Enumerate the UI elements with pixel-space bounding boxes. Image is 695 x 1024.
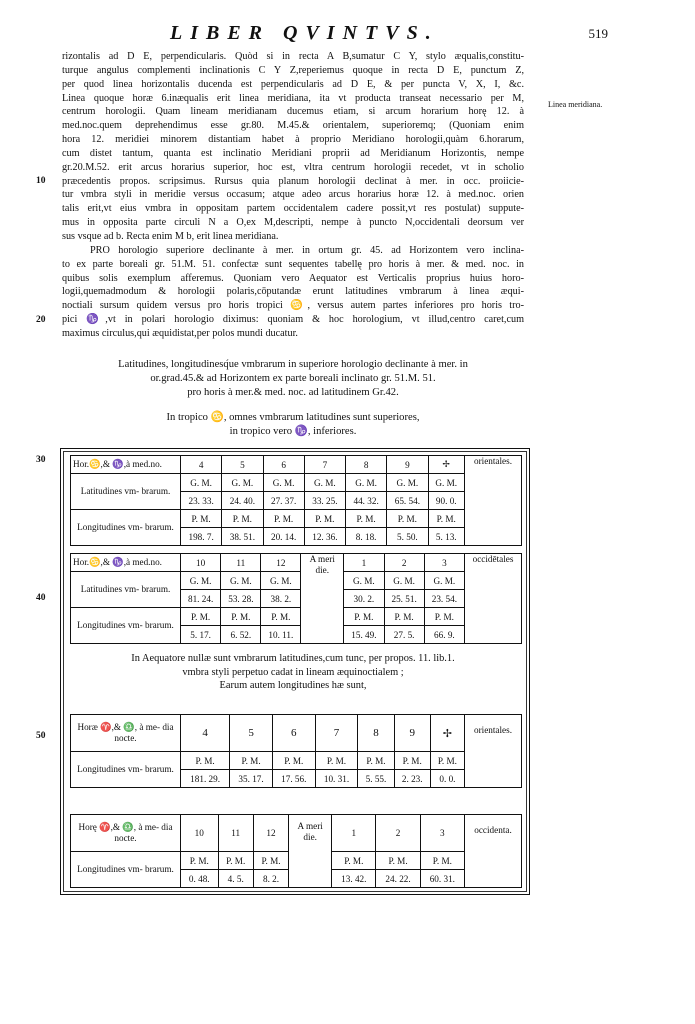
text-line: logii,quemadmodum & horologii polaris,cōputandæ erunt latitudines vmbrarum à linea æqui- (62, 286, 524, 298)
table3-lon-unit: P. M. (358, 752, 394, 770)
table1-hour: 9 (387, 456, 428, 474)
table2-lon-unit: P. M. (384, 608, 424, 626)
page-number: 519 (588, 26, 608, 41)
table1-hour: 4 (181, 456, 222, 474)
table2-lon-value: 10. 11. (261, 626, 301, 644)
table1-lon-unit: P. M. (263, 510, 304, 528)
table2-hour: 12 (261, 554, 301, 572)
table2-lat-label: Latitudines vm- brarum. (71, 572, 181, 608)
table2-lon-value: 5. 17. (181, 626, 221, 644)
tropic-line: In tropico ♋, omnes vmbrarum latitudines sunt superiores, (166, 412, 420, 423)
table1-lon-unit: P. M. (181, 510, 222, 528)
table3-lon-unit: P. M. (272, 752, 315, 770)
table2-noon: A meri die. (301, 554, 344, 644)
table-tropic-morning (70, 455, 522, 546)
table3-lon-unit: P. M. (181, 752, 230, 770)
table3-lon-value: 10. 31. (315, 770, 358, 788)
table-aequator-morning (70, 714, 522, 788)
table1-lon-value: 12. 36. (304, 528, 345, 546)
text-line: sus vsque ad b. Recta enim M b, erit linea meridiana. (62, 230, 279, 242)
table2-lat-unit: G. M. (261, 572, 301, 590)
table2-lat-unit: G. M. (344, 572, 384, 590)
table2-lon-unit: P. M. (221, 608, 261, 626)
table2-lon-unit: P. M. (424, 608, 464, 626)
table2-lon-value: 6. 52. (221, 626, 261, 644)
table-tropic-afternoon (70, 553, 522, 644)
text-line: maximus circulus,qui æquidistat,per polos mundi ducatur. (62, 327, 298, 339)
text-line: quibus solis exemplum afferemus. Quoniam vero Aequator est Verticalis proprius huius horo- (62, 272, 524, 284)
table3-lon-value: 0. 0. (430, 770, 464, 788)
table1-lon-unit: P. M. (304, 510, 345, 528)
table-aequator-afternoon (70, 814, 522, 888)
table4-lon-value: 0. 48. (181, 870, 219, 888)
tropic-line: in tropico vero ♑, inferiores. (229, 426, 357, 437)
table2-lon-label: Longitudines vm- brarum. (71, 608, 181, 644)
table1-lat-value: 23. 33. (181, 492, 222, 510)
table2-hour: 10 (181, 554, 221, 572)
table1-lon-value: 5. 13. (428, 528, 465, 546)
line-number-50: 50 (36, 731, 46, 741)
table4-lon-unit: P. M. (253, 852, 288, 870)
table1-lon-value: 5. 50. (387, 528, 428, 546)
text-line: PRO horologio superiore declinante à mer. in ortum gr. 45. ad Horizontem vero inclina- (90, 244, 524, 256)
text-line: præcedentis propos. scripsimus. Rursus quia planum horologii declinat à mer. in occ. proiicie- (62, 175, 524, 187)
table3-lon-unit: P. M. (430, 752, 464, 770)
table3-lon-value: 5. 55. (358, 770, 394, 788)
table2-lat-unit: G. M. (221, 572, 261, 590)
table3-hour: ✢ (430, 715, 464, 752)
table2-lat-value: 81. 24. (181, 590, 221, 608)
table4-lon-unit: P. M. (181, 852, 219, 870)
table2-lon-unit: P. M. (261, 608, 301, 626)
line-number-20: 20 (36, 315, 46, 325)
table2-head: Hor.♋,& ♑,à med.no. (71, 554, 181, 572)
caption-line: pro horis à mer.& med. noc. ad latitudinem Gr.42. (187, 387, 399, 398)
text-line: hora 12. meridiei minorem distantiam habet à proprio Meridiano horologii,quàm 6.horarum, (62, 134, 524, 146)
table1-lon-label: Longitudines vm- brarum. (71, 510, 181, 546)
table2-lat-unit: G. M. (384, 572, 424, 590)
table1-lat-unit: G. M. (263, 474, 304, 492)
aequator-line: In Aequatore nullæ sunt vmbrarum latitudines,cum tunc, per propos. 11. lib.1. (131, 653, 455, 664)
table4-noon: A meri die. (289, 815, 332, 888)
table1-lat-value: 33. 25. (304, 492, 345, 510)
table2-lon-value: 27. 5. (384, 626, 424, 644)
table4-lon-value: 60. 31. (420, 870, 464, 888)
table3-hour: 5 (230, 715, 273, 752)
book-title: LIBER QVINTVS. (170, 22, 439, 44)
main-paragraph (62, 50, 524, 341)
table3-lon-value: 35. 17. (230, 770, 273, 788)
table3-lon-unit: P. M. (394, 752, 430, 770)
table1-lon-unit: P. M. (387, 510, 428, 528)
table2-lat-value: 30. 2. (344, 590, 384, 608)
table4-lon-unit: P. M. (218, 852, 253, 870)
aequator-line: vmbra styli perpetuo cadat in lineam æquinoctialem ; (182, 666, 404, 678)
table3-hour: 9 (394, 715, 430, 752)
table4-lon-value: 13. 42. (332, 870, 376, 888)
text-line: talis erit,vt eius vmbra in oppositam partem occidentalem cadere possit,vt res postulat) suppute- (62, 203, 524, 215)
aequator-line: Earum autem longitudines hæ sunt, (219, 680, 367, 691)
table3-lon-value: 2. 23. (394, 770, 430, 788)
text-line: centrum horologii. Quam lineam meridianam ducemus etiam, si arcum horarium horę 12. à (62, 106, 524, 118)
table1-hour: 8 (346, 456, 387, 474)
table1-lon-value: 8. 18. (346, 528, 387, 546)
table3-lon-label: Longitudines vm- brarum. (71, 752, 181, 788)
table-caption (62, 358, 524, 400)
table1-lat-value: 90. 0. (428, 492, 465, 510)
table4-hour: 3 (420, 815, 464, 852)
table1-lat-unit: G. M. (304, 474, 345, 492)
text-line: rizontalis ad D E, perpendicularis. Quòd si in recta A B,sumatur C Y, stylo æqualis,constitu- (62, 51, 524, 62)
table1-lat-unit: G. M. (181, 474, 222, 492)
table4-lon-unit: P. M. (332, 852, 376, 870)
table4-hour: 10 (181, 815, 219, 852)
table4-lon-unit: P. M. (376, 852, 420, 870)
caption-line: or.grad.45.& ad Horizontem ex parte boreali inclinato gr. 51.M. 51. (150, 373, 436, 384)
table1-hour: 6 (263, 456, 304, 474)
text-line: tur vmbra styli in meridie versus occasum; atque adeo arcus horarius horæ 12. à med.noc. orien (62, 189, 524, 201)
table1-lon-unit: P. M. (222, 510, 263, 528)
table2-side: occidētales (465, 554, 522, 644)
table3-hour: 4 (181, 715, 230, 752)
caption-line: Latitudines, longitudinesq́ue vmbrarum in superiore horologio declinante à mer. in (118, 359, 468, 370)
table1-lat-unit: G. M. (428, 474, 465, 492)
aequator-note (60, 652, 526, 693)
table2-lon-value: 66. 9. (424, 626, 464, 644)
table4-hour: 12 (253, 815, 288, 852)
text-line: Linea quoque horæ 6.inæqualis erit linea meridiana, ita vt producta transeat necessario per M, (62, 92, 524, 104)
line-number-10: 10 (36, 176, 46, 186)
table2-hour: 11 (221, 554, 261, 572)
tropic-note (62, 411, 524, 439)
table1-lat-value: 44. 32. (346, 492, 387, 510)
text-line: to ex parte boreali gr. 51.M. 51. confectæ sunt sequentes tabellę pro horis à mer. & med. noc. in (62, 258, 524, 270)
table1-side: orientales. (465, 456, 522, 546)
table1-lon-value: 20. 14. (263, 528, 304, 546)
table2-lat-value: 25. 51. (384, 590, 424, 608)
table1-lat-unit: G. M. (222, 474, 263, 492)
table3-lon-unit: P. M. (315, 752, 358, 770)
table1-lon-unit: P. M. (428, 510, 465, 528)
table3-head: Horæ ♈,& ♎, à me- dia nocte. (71, 715, 181, 752)
table1-hour: 5 (222, 456, 263, 474)
table1-hour: 7 (304, 456, 345, 474)
table3-hour: 8 (358, 715, 394, 752)
table4-head: Horę ♈,& ♎, à me- dia nocte. (71, 815, 181, 852)
table4-hour: 11 (218, 815, 253, 852)
text-line: med.noc.quem deprehendimus esse gr.80. M.45.& orientalem, superioremq; (Quoniam enim (62, 120, 524, 132)
text-line: pici ♑,vt in polari horologio diximus: quoniam & hoc horologium, vt illud,centro caret,cum (62, 314, 524, 326)
table2-lat-value: 23. 54. (424, 590, 464, 608)
table4-lon-value: 24. 22. (376, 870, 420, 888)
table1-lat-value: 24. 40. (222, 492, 263, 510)
text-line: cum distet tantum, quanta est inclinatio Meridiani proprii ad Meridianum Horizontis, nempe (62, 147, 524, 159)
table3-lon-value: 17. 56. (272, 770, 315, 788)
table1-lon-unit: P. M. (346, 510, 387, 528)
text-line: mus in opposita parte circuli N a O,ex M,descripti, nempe à puncto N,occidentali deorsum ver (62, 217, 524, 229)
table2-hour: 3 (424, 554, 464, 572)
text-line: turque angulus complementi inclinationis C Y Z,reperiemus quoque in recta D E, punctum Z, (62, 64, 524, 76)
text-line: noctiali sursum quidem versus pro horis tropici ♋, versus autem partes inferiores pro horis tro- (62, 300, 524, 312)
table3-lon-value: 181. 29. (181, 770, 230, 788)
table3-hour: 7 (315, 715, 358, 752)
table2-lon-unit: P. M. (344, 608, 384, 626)
table1-hour: ✢ (428, 456, 465, 474)
table2-lat-unit: G. M. (181, 572, 221, 590)
table2-lon-value: 15. 49. (344, 626, 384, 644)
table4-lon-unit: P. M. (420, 852, 464, 870)
table4-hour: 1 (332, 815, 376, 852)
table3-lon-unit: P. M. (230, 752, 273, 770)
line-number-30: 30 (36, 455, 46, 465)
table3-side: orientales. (465, 715, 522, 788)
table1-lon-value: 38. 51. (222, 528, 263, 546)
table1-lat-value: 27. 37. (263, 492, 304, 510)
line-number-40: 40 (36, 593, 46, 603)
table2-hour: 1 (344, 554, 384, 572)
table2-lat-value: 53. 28. (221, 590, 261, 608)
table2-lon-unit: P. M. (181, 608, 221, 626)
table4-lon-label: Longitudines vm- brarum. (71, 852, 181, 888)
table2-hour: 2 (384, 554, 424, 572)
running-header (140, 20, 608, 50)
table1-lat-label: Latitudines vm- brarum. (71, 474, 181, 510)
text-line: gr.20.M.52. erit arcus horarius superior, hoc est, vltra centrum horologii recedet, vt in scholio (62, 161, 524, 173)
table2-lat-unit: G. M. (424, 572, 464, 590)
text-line: per quod linea horizontalis ducenda est perpendicularis ad D E, & per puncta V, X, I, &c. (62, 78, 524, 90)
table1-lat-unit: G. M. (387, 474, 428, 492)
table1-lat-value: 65. 54. (387, 492, 428, 510)
table4-lon-value: 4. 5. (218, 870, 253, 888)
table4-lon-value: 8. 2. (253, 870, 288, 888)
table1-lon-value: 198. 7. (181, 528, 222, 546)
table3-hour: 6 (272, 715, 315, 752)
table4-hour: 2 (376, 815, 420, 852)
table1-lat-unit: G. M. (346, 474, 387, 492)
table1-head: Hor.♋,& ♑,à med.no. (71, 456, 181, 474)
table4-side: occidenta. (465, 815, 522, 888)
table2-lat-value: 38. 2. (261, 590, 301, 608)
margin-note: Linea meridiana. (548, 100, 603, 109)
